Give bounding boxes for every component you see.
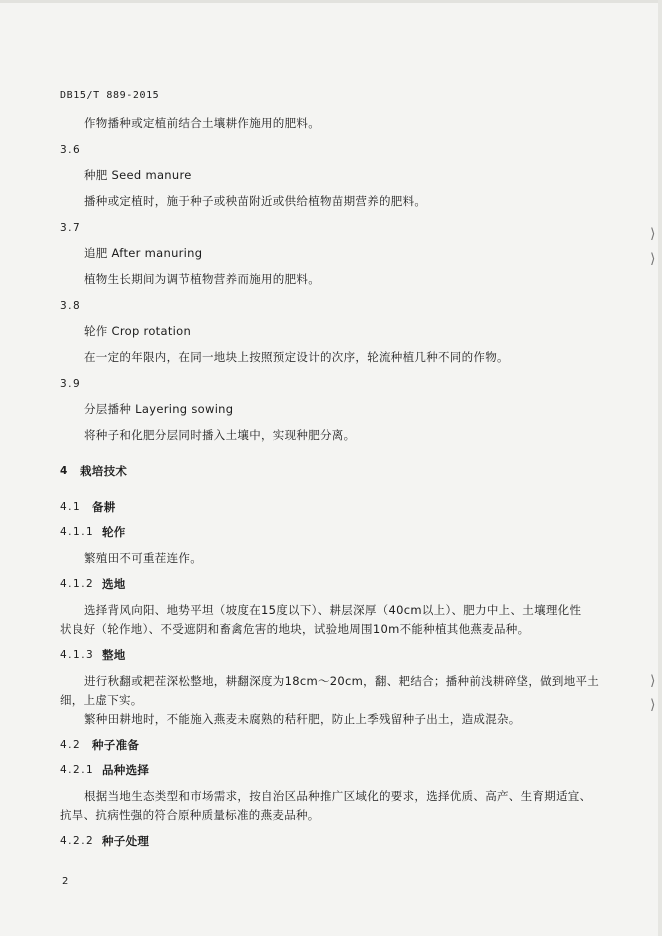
paragraph: 植物生长期间为调节植物营养而施用的肥料。 [84,272,320,286]
paragraph: 抗旱、抗病性强的符合原种质量标准的燕麦品种。 [60,808,320,822]
scan-bracket-mark: ⟩ [650,251,656,267]
section-number: 4.1 [60,501,82,513]
term-number: 3.6 [60,144,82,156]
section-heading: 栽培技术 [80,464,128,478]
section-number: 4.1.2 [60,578,95,590]
term-title: 分层播种 Layering sowing [84,402,234,416]
paragraph: 状良好（轮作地）、不受遮阴和畜禽危害的地块，试验地周围10m不能种植其他燕麦品种。 [60,622,530,636]
section-heading: 品种选择 [102,763,150,777]
term-title: 轮作 Crop rotation [84,324,192,338]
paragraph: 将种子和化肥分层同时播入土壤中，实现种肥分离。 [84,428,356,442]
section-number: 4.2.1 [60,764,95,776]
section-heading: 整地 [102,648,126,662]
scan-edge [0,0,662,3]
page-number: 2 [62,876,69,887]
paragraph: 进行秋翻或耙茬深松整地，耕翻深度为18cm～20cm，翻、耙结合；播种前浅耕碎垡，做到地平土 [84,674,600,688]
term-title: 追肥 After manuring [84,246,203,260]
section-number: 4.2.2 [60,835,95,847]
paragraph: 繁殖田不可重茬连作。 [84,551,202,565]
scan-bracket-mark: ⟩ [650,226,656,242]
section-heading: 轮作 [102,525,126,539]
section-number: 4.2 [60,739,82,751]
section-number: 4.1.3 [60,649,95,661]
term-number: 3.8 [60,300,82,312]
paragraph: 在一定的年限内，在同一地块上按照预定设计的次序，轮流种植几种不同的作物。 [84,350,509,364]
section-heading: 种子处理 [102,834,150,848]
term-number: 3.7 [60,222,82,234]
section-number: 4.1.1 [60,526,95,538]
scan-bracket-mark: ⟩ [650,697,656,713]
term-number: 3.9 [60,378,82,390]
paragraph: 作物播种或定植前结合土壤耕作施用的肥料。 [84,116,320,130]
section-heading: 选地 [102,577,126,591]
paragraph: 选择背风向阳、地势平坦（坡度在15度以下）、耕层深厚（40cm以上）、肥力中上、土壤理化性 [84,603,582,617]
paragraph: 根据当地生态类型和市场需求，按自治区品种推广区域化的要求，选择优质、高产、生育期适宜、 [84,789,592,803]
section-heading: 备耕 [92,500,116,514]
paragraph: 播种或定植时，施于种子或秧苗附近或供给植物苗期营养的肥料。 [84,194,427,208]
document-header-id: DB15/T 889-2015 [60,90,160,101]
term-title: 种肥 Seed manure [84,168,192,182]
section-number: 4 [60,465,69,477]
paragraph: 细，上虚下实。 [60,693,143,707]
paragraph: 繁种田耕地时，不能施入燕麦未腐熟的秸秆肥，防止上季残留种子出土，造成混杂。 [84,712,521,726]
scan-bracket-mark: ⟩ [650,673,656,689]
section-heading: 种子准备 [92,738,140,752]
scan-edge [658,0,662,936]
